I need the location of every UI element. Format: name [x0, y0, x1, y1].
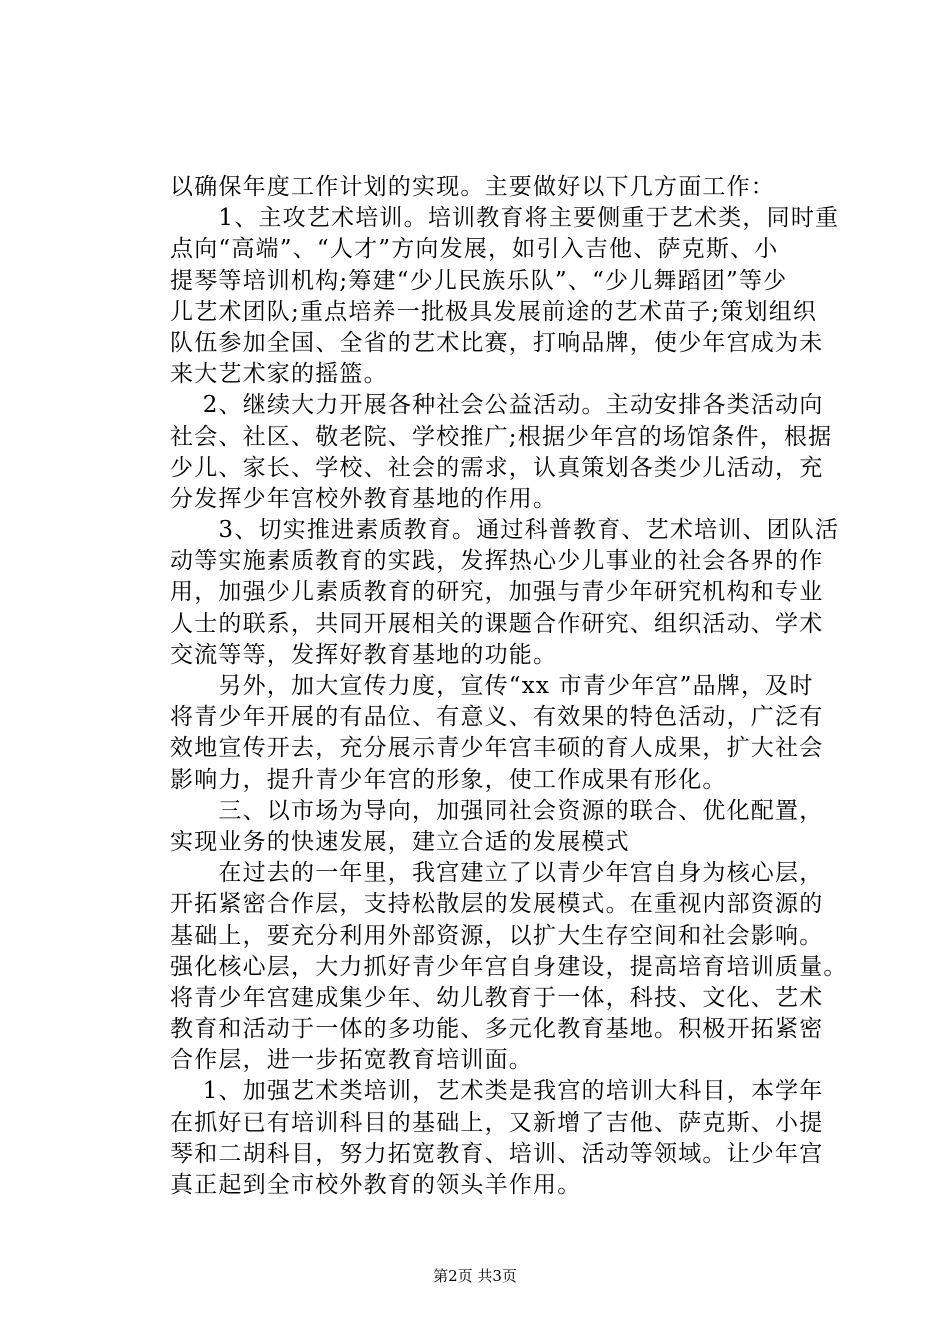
page-footer: [0, 1266, 950, 1286]
text-line: 开拓紧密合作层，支持松散层的发展模式。在重视内部资源的: [170, 891, 824, 918]
text-line: 儿艺术团队;重点培养一批极具发展前途的艺术苗子;策划组织: [170, 298, 818, 325]
text-line: 人士的联系，共同开展相关的课题合作研究、组织活动、学术: [170, 610, 824, 637]
text-line: 分发挥少年宫校外教育基地的作用。: [170, 485, 558, 512]
text-line: 实现业务的快速发展，建立合适的发展模式: [170, 828, 630, 855]
text-line: 1、加强艺术类培训，艺术类是我宫的培训大科目，本学年: [170, 1078, 824, 1105]
text-line: 交流等等，发挥好教育基地的功能。: [170, 641, 558, 668]
document-body: [170, 172, 848, 1201]
text-line: 真正起到全市校外教育的领头羊作用。: [170, 1172, 582, 1198]
text-line: 效地宣传开去，充分展示青少年宫丰硕的育人成果，扩大社会: [170, 735, 824, 762]
text-line: 影响力，提升青少年宫的形象，使工作成果有形化。: [170, 766, 727, 793]
text-line: 将青少年开展的有品位、有意义、有效果的特色活动，广泛有: [170, 704, 824, 731]
text-line: 提琴等培训机构;筹建“少儿民族乐队”、“少儿舞蹈团”等少: [170, 267, 788, 294]
text-line: 合作层，进一步拓宽教育培训面。: [170, 1047, 533, 1074]
text-line: 教育和活动于一体的多功能、多元化教育基地。积极开拓紧密: [170, 1016, 824, 1043]
text-line: 1、主攻艺术培训。培训教育将主要侧重于艺术类，同时重: [170, 205, 840, 232]
text-line: 以确保年度工作计划的实现。主要做好以下几方面工作：: [170, 174, 775, 200]
text-line: 少儿、家长、学校、社会的需求，认真策划各类少儿活动，充: [170, 454, 824, 481]
text-line: 社会、社区、敬老院、学校推广;根据少年宫的场馆条件，根据: [170, 423, 833, 450]
text-line: 2、继续大力开展各种社会公益活动。主动安排各类活动向: [170, 392, 824, 419]
text-line: 来大艺术家的摇篮。: [170, 361, 388, 388]
text-line: 在过去的一年里，我宫建立了以青少年宫自身为核心层，: [170, 860, 824, 887]
text-line: 另外，加大宣传力度，宣传“xx 市青少年宫”品牌，及时: [170, 673, 814, 699]
text-line: 将青少年宫建成集少年、幼儿教育于一体，科技、文化、艺术: [170, 984, 824, 1011]
text-line: 队伍参加全国、全省的艺术比赛，打响品牌，使少年宫成为未: [170, 329, 824, 356]
text-line: 琴和二胡科目，努力拓宽教育、培训、活动等领域。让少年宫: [170, 1140, 824, 1167]
text-line: 三、以市场为导向，加强同社会资源的联合、优化配置，: [170, 797, 824, 824]
text-line: 基础上，要充分利用外部资源，以扩大生存空间和社会影响。: [170, 922, 824, 949]
text-line: 动等实施素质教育的实践，发挥热心少儿事业的社会各界的作: [170, 548, 824, 575]
text-line: 在抓好已有培训科目的基础上，又新增了吉他、萨克斯、小提: [170, 1109, 824, 1136]
text-line: 点向“高端”、“人才”方向发展，如引入吉他、萨克斯、小: [170, 236, 779, 263]
text-line: 3、切实推进素质教育。通过科普教育、艺术培训、团队活: [170, 517, 840, 544]
page-number-label: 第2页 共3页: [433, 1267, 517, 1285]
text-line: 强化核心层，大力抓好青少年宫自身建设，提高培育培训质量。: [170, 953, 848, 980]
text-line: 用，加强少儿素质教育的研究，加强与青少年研究机构和专业: [170, 579, 824, 606]
